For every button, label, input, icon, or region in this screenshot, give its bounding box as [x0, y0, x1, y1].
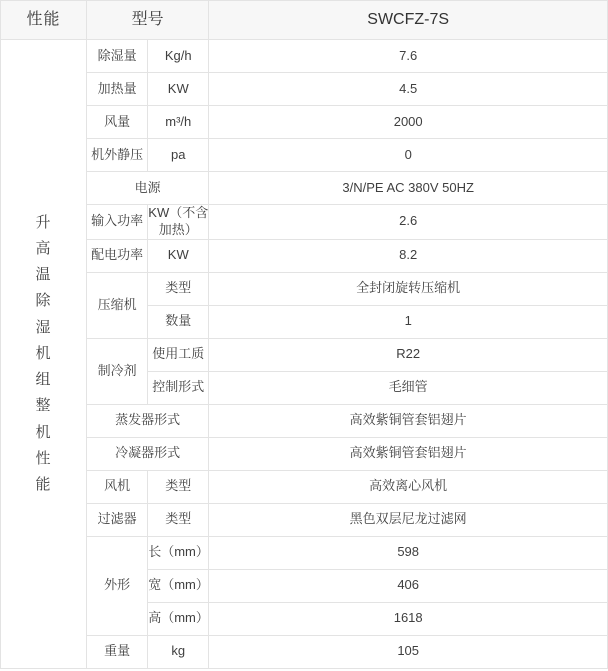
table-row [1, 470, 608, 503]
header-model-label: 型号 [87, 1, 209, 40]
row-unit: 宽（mm） [148, 569, 209, 602]
table-row [1, 139, 608, 172]
row-name: 输入功率 [87, 205, 148, 240]
table-row [1, 338, 608, 371]
row-unit: KW [148, 73, 209, 106]
row-name: 风量 [87, 106, 148, 139]
row-value: 高效离心风机 [209, 470, 608, 503]
row-value: 7.6 [209, 40, 608, 73]
table-row [1, 172, 608, 205]
row-value: 黑色双层尼龙过滤网 [209, 503, 608, 536]
row-unit: pa [148, 139, 209, 172]
row-value: 105 [209, 635, 608, 668]
row-value: 高效紫铜管套铝翅片 [209, 437, 608, 470]
header-model-value: SWCFZ-7S [209, 1, 608, 40]
row-value: 1 [209, 305, 608, 338]
table-row [1, 635, 608, 668]
row-name: 电源 [87, 172, 209, 205]
row-unit: 长（mm） [148, 536, 209, 569]
row-name: 压缩机 [87, 272, 148, 338]
row-value: 3/N/PE AC 380V 50HZ [209, 172, 608, 205]
row-unit: KW [148, 239, 209, 272]
row-name: 配电功率 [87, 239, 148, 272]
row-name: 重量 [87, 635, 148, 668]
row-unit: kg [148, 635, 209, 668]
table-row [1, 536, 608, 569]
row-unit: m³/h [148, 106, 209, 139]
row-unit: 类型 [148, 272, 209, 305]
vertical-group-label-text: 升 高 温 除 湿 机 组 整 机 性 能 [35, 213, 52, 494]
row-unit: 高（mm） [148, 602, 209, 635]
row-unit: Kg/h [148, 40, 209, 73]
vertical-group-label [1, 40, 87, 669]
row-unit: KW（不含加热） [148, 205, 209, 240]
row-value: 8.2 [209, 239, 608, 272]
row-name: 外形 [87, 536, 148, 635]
row-name: 除湿量 [87, 40, 148, 73]
header-performance: 性能 [1, 1, 87, 40]
row-value: 2000 [209, 106, 608, 139]
table-row [1, 73, 608, 106]
row-unit: 使用工质 [148, 338, 209, 371]
table-header-row [1, 1, 608, 40]
table-row [1, 503, 608, 536]
row-unit: 类型 [148, 470, 209, 503]
row-value: 0 [209, 139, 608, 172]
row-name: 加热量 [87, 73, 148, 106]
table-row [1, 272, 608, 305]
row-value: 毛细管 [209, 371, 608, 404]
row-value: 598 [209, 536, 608, 569]
table-row [1, 404, 608, 437]
row-name: 机外静压 [87, 139, 148, 172]
table-row [1, 239, 608, 272]
row-name: 冷凝器形式 [87, 437, 209, 470]
table-row [1, 106, 608, 139]
row-unit: 类型 [148, 503, 209, 536]
table-row [1, 205, 608, 240]
row-name: 风机 [87, 470, 148, 503]
row-unit: 控制形式 [148, 371, 209, 404]
row-unit: 数量 [148, 305, 209, 338]
table-row [1, 437, 608, 470]
table-row [1, 40, 608, 73]
row-value: R22 [209, 338, 608, 371]
row-value: 2.6 [209, 205, 608, 240]
row-name: 蒸发器形式 [87, 404, 209, 437]
row-name: 制冷剂 [87, 338, 148, 404]
row-name: 过滤器 [87, 503, 148, 536]
row-value: 1618 [209, 602, 608, 635]
row-value: 406 [209, 569, 608, 602]
row-value: 全封闭旋转压缩机 [209, 272, 608, 305]
row-value: 4.5 [209, 73, 608, 106]
row-value: 高效紫铜管套铝翅片 [209, 404, 608, 437]
